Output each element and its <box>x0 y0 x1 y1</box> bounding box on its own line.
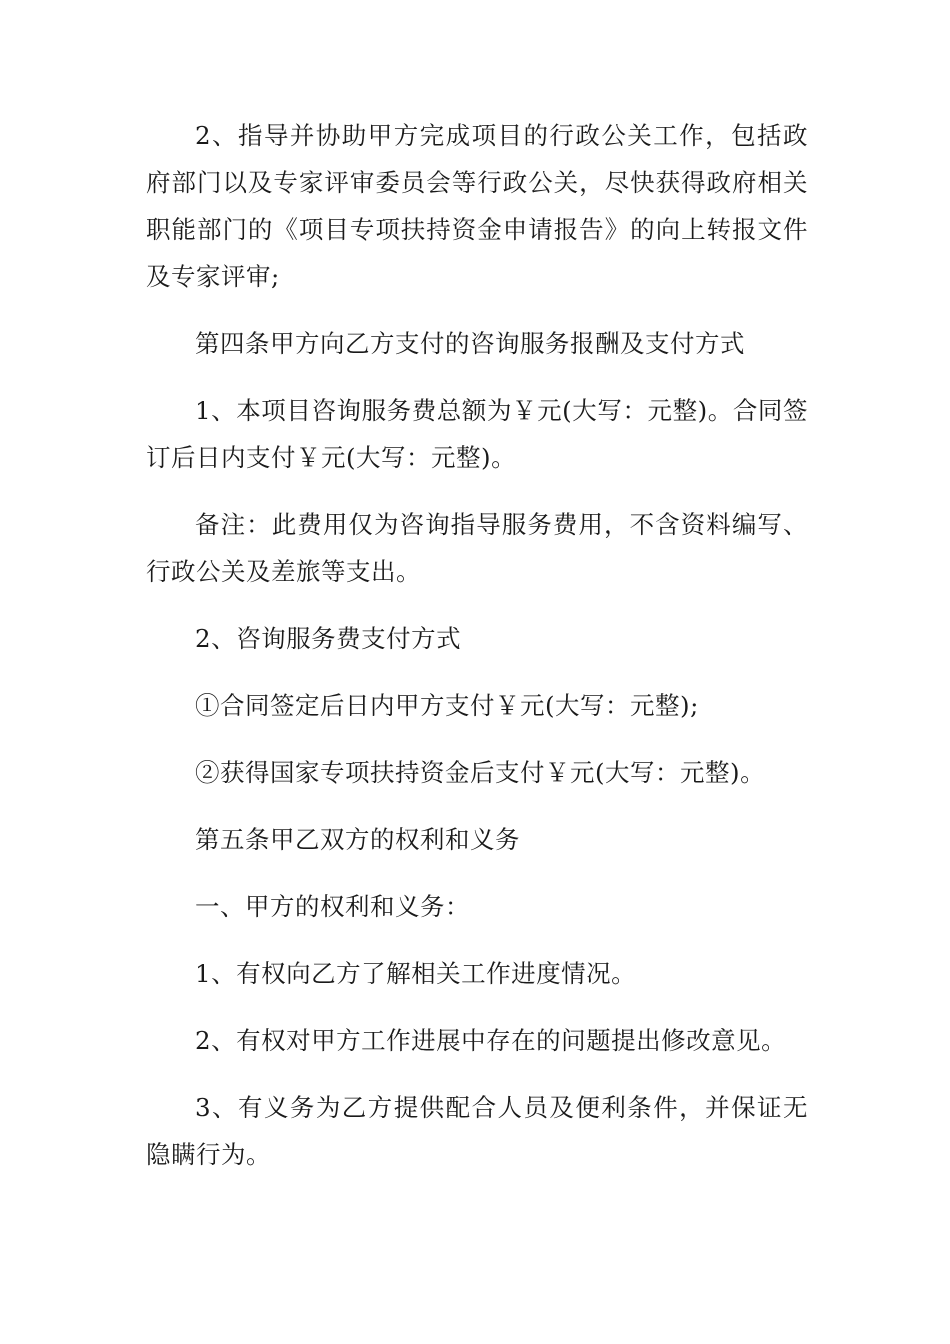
document-body <box>146 112 808 1198</box>
paragraph-right-1: 1、有权向乙方了解相关工作进度情况。 <box>195 959 637 988</box>
paragraph-payment-step-1: ①合同签定后日内甲方支付￥元(大写：元整); <box>195 691 699 720</box>
paragraph-service-item-2: 2、指导并协助甲方完成项目的行政公关工作，包括政府部门以及专家评审委员会等行政公关，尽快获得政府相关职能部门的《项目专项扶持资金申请报告》的向上转报文件及专家评审; <box>146 121 808 291</box>
subheading-party-a-rights: 一、甲方的权利和义务： <box>195 892 470 921</box>
heading-article-5: 第五条甲乙双方的权利和义务 <box>195 825 520 854</box>
heading-article-4: 第四条甲方向乙方支付的咨询服务报酬及支付方式 <box>195 329 745 358</box>
paragraph-right-2: 2、有权对甲方工作进展中存在的问题提出修改意见。 <box>195 1026 787 1055</box>
paragraph-payment-method: 2、咨询服务费支付方式 <box>195 624 462 653</box>
paragraph-fee-total: 1、本项目咨询服务费总额为￥元(大写：元整)。合同签订后日内支付￥元(大写：元整)。 <box>146 396 808 472</box>
paragraph-payment-step-2: ②获得国家专项扶持资金后支付￥元(大写：元整)。 <box>195 758 766 787</box>
paragraph-fee-note: 备注：此费用仅为咨询指导服务费用，不含资料编写、行政公关及差旅等支出。 <box>146 510 808 586</box>
paragraph-obligation-3: 3、有义务为乙方提供配合人员及便利条件，并保证无隐瞒行为。 <box>146 1093 808 1169</box>
